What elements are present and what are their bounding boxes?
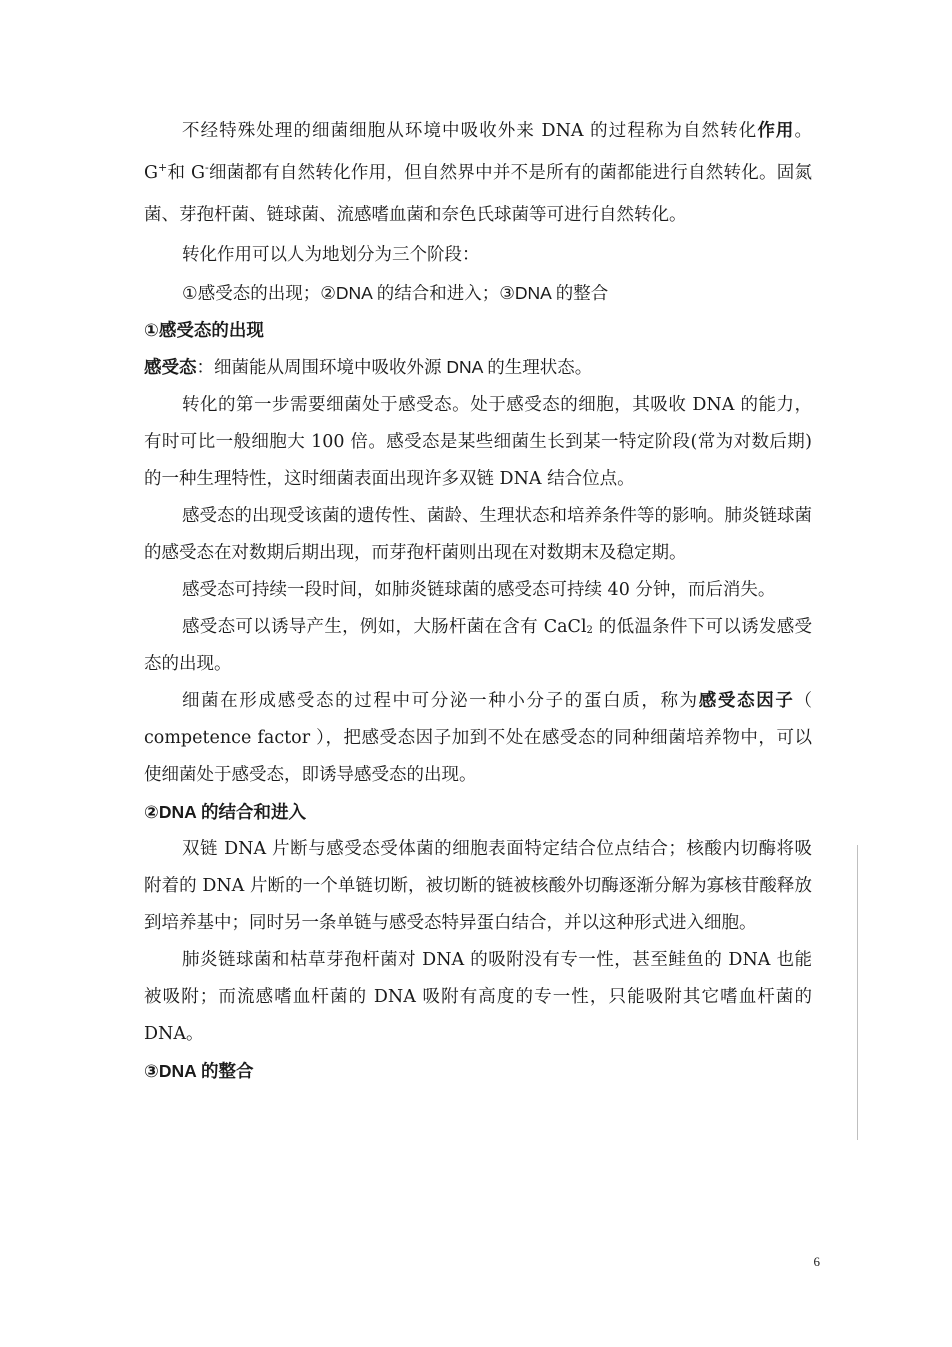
heading-competence: ①感受态的出现	[144, 320, 264, 340]
margin-change-bar	[857, 845, 858, 1140]
text-run: 。G	[144, 121, 813, 183]
definition-competence	[144, 349, 812, 387]
text-run: 不经特殊处理的细菌细胞从环境中吸收外来 DNA 的过程称为自然转化	[182, 121, 758, 141]
paragraph-dna-binding: 双链 DNA 片断与感受态受体菌的细胞表面特定结合位点结合；核酸内切酶将吸附着的 DNA 片断的一个单链切断，被切断的链被核酸外切酶逐渐分解为寡核苷酸释放到培养基中；同时另一条单链与感受态特异蛋白结合，并以这种形式进入细胞。	[144, 839, 812, 933]
paragraph-competence-factor	[144, 683, 812, 794]
text-run: （ competence factor ），把感受态因子加到不处在感受态的同种细菌培养物中，可以使细菌处于感受态，即诱导感受态的出现。	[144, 691, 812, 785]
paragraph-competence-duration: 感受态可持续一段时间，如肺炎链球菌的感受态可持续 40 分钟，而后消失。	[182, 580, 776, 600]
text-run: 细菌在形成感受态的过程中可分泌一种小分子的蛋白质，称为	[182, 691, 699, 711]
paragraph-stages-list: ①感受态的出现；②DNA 的结合和进入；③DNA 的整合	[182, 283, 609, 303]
text-run: 感受态可以诱导产生，例如，大肠杆菌在含有 CaCl	[182, 617, 587, 637]
text-run: 细菌都有自然转化作用，但自然界中并不是所有的菌都能进行自然转化。固氮菌、芽孢杆菌、链球菌、流感嗜血菌和奈色氏球菌等可进行自然转化。	[144, 163, 812, 225]
bold-term: 作用	[757, 121, 795, 141]
paragraph-natural-transformation	[144, 110, 812, 236]
text-run: 和 G	[167, 163, 205, 183]
bold-term: 感受态因子	[698, 691, 795, 711]
superscript: -	[204, 161, 209, 174]
page-number: 6	[813, 1254, 820, 1269]
paragraph-competence-factors: 感受态的出现受该菌的遗传性、菌龄、生理状态和培养条件等的影响。肺炎链球菌的感受态在对数期后期出现，而芽孢杆菌则出现在对数期末及稳定期。	[144, 506, 812, 563]
superscript: +	[157, 161, 168, 174]
definition-term: 感受态	[144, 357, 197, 377]
heading-dna-binding: ②DNA 的结合和进入	[144, 802, 306, 822]
document-body	[144, 110, 812, 1090]
definition-text: ：细菌能从周围环境中吸收外源 DNA 的生理状态。	[196, 357, 593, 377]
paragraph-stages-intro: 转化作用可以人为地划分为三个阶段：	[182, 245, 480, 265]
subscript: 2	[586, 625, 593, 636]
heading-dna-integration: ③DNA 的整合	[144, 1061, 254, 1081]
paragraph-competence-induction	[144, 609, 812, 683]
paragraph-dna-adsorption: 肺炎链球菌和枯草芽孢杆菌对 DNA 的吸附没有专一性，甚至鲑鱼的 DNA 也能被吸附；而流感嗜血杆菌的 DNA 吸附有高度的专一性，只能吸附其它嗜血杆菌的 DNA。	[144, 950, 812, 1044]
paragraph-competence-first-step: 转化的第一步需要细菌处于感受态。处于感受态的细胞，其吸收 DNA 的能力，有时可比一般细胞大 100 倍。感受态是某些细菌生长到某一特定阶段(常为对数后期)的一种生理特性，这时细菌表面出现许多双链 DNA 结合位点。	[144, 395, 812, 489]
text-run: 的低温条件下可以诱发感受态的出现。	[144, 617, 813, 674]
